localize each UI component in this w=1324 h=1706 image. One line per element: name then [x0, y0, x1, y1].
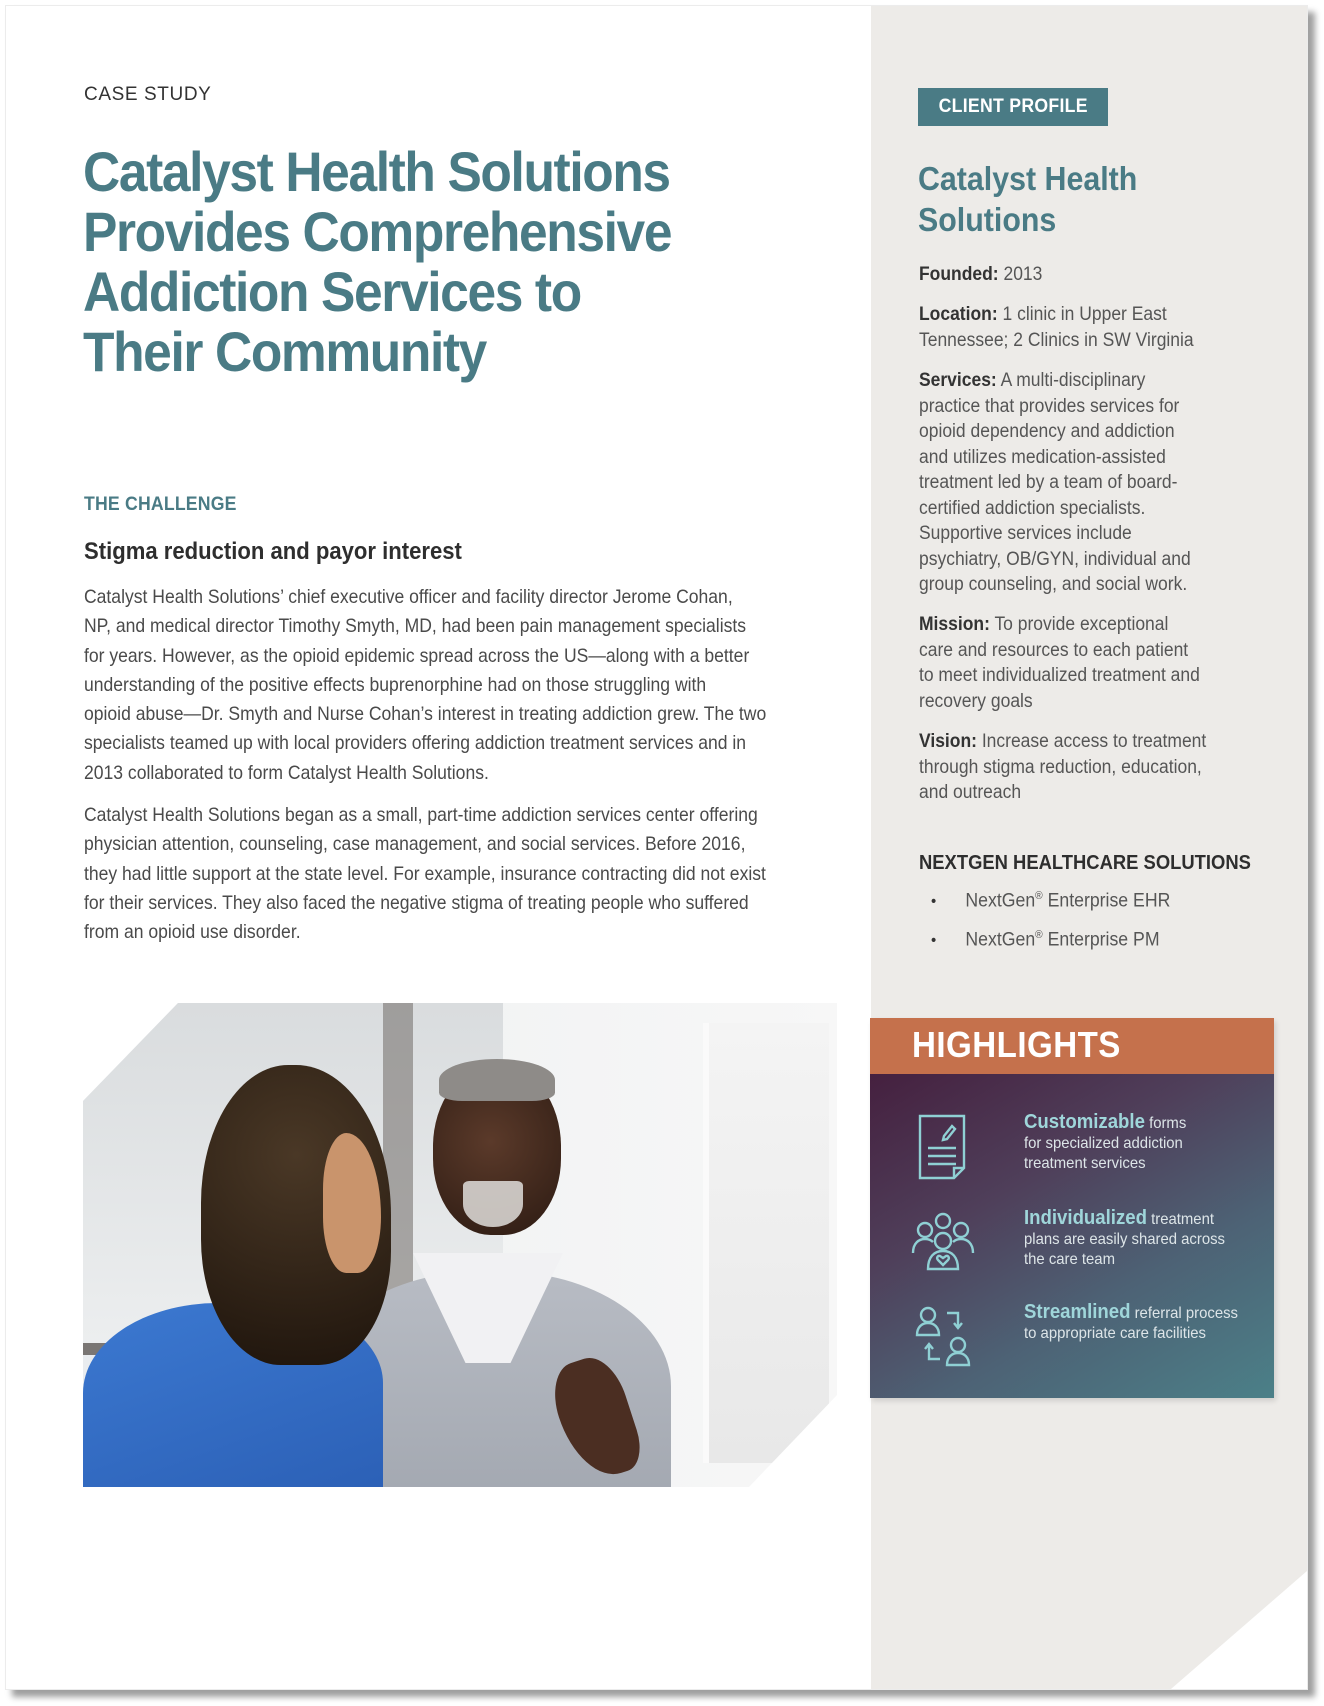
solution-item: [931, 890, 1170, 929]
text-line: 2013 collaborated to form Catalyst Health Solutions.: [84, 761, 489, 784]
title-line: Addiction Services to: [83, 260, 581, 323]
photo-shelf: [703, 1023, 829, 1463]
client-name-line: Solutions: [918, 201, 1057, 238]
client-profile-sidebar: [871, 6, 1307, 1689]
fact-vision: [919, 729, 1206, 806]
fact-value: Increase access to treatment: [976, 731, 1207, 752]
title-line: Catalyst Health Solutions: [83, 140, 670, 203]
text-line: Catalyst Health Solutions began as a small, part-time addiction services center offering: [84, 804, 758, 826]
fact-founded: [919, 262, 1042, 288]
highlight-item-individualized: [870, 1208, 1274, 1288]
highlight-text-line: referral process: [1130, 1305, 1238, 1322]
fact-label: Vision:: [919, 731, 977, 752]
highlight-text: [1024, 1208, 1225, 1270]
photo-man-beard: [463, 1181, 523, 1227]
text-line: for years. However, as the opioid epidemic spread across the US—along with a better: [84, 644, 750, 667]
title-line: Provides Comprehensive: [83, 200, 672, 263]
registered-mark: ®: [1035, 890, 1043, 902]
case-study-page: [5, 5, 1308, 1690]
fact-location: [919, 302, 1194, 353]
fact-label: Location:: [919, 304, 998, 325]
text-line: specialists teamed up with local providers offering addiction treatment services and in: [84, 732, 747, 755]
highlight-keyword: Streamlined: [1024, 1301, 1131, 1323]
solutions-list: [931, 890, 1188, 968]
highlight-text-line: for specialized addiction: [1024, 1135, 1183, 1152]
fact-value: 2013: [1003, 264, 1043, 285]
fact-value: To provide exceptional: [989, 614, 1169, 635]
highlight-text-line: the care team: [1024, 1251, 1115, 1268]
fact-value: and utilizes medication-assisted: [919, 446, 1166, 468]
solution-item: [931, 929, 1170, 968]
bullet-icon: •: [931, 932, 937, 949]
fact-mission: [919, 612, 1200, 714]
care-team-icon: [910, 1208, 976, 1276]
challenge-paragraph-1: [84, 583, 768, 788]
registered-mark: ®: [1035, 929, 1043, 941]
document-edit-icon: [914, 1112, 974, 1180]
fact-value: A multi-disciplinary: [996, 370, 1146, 391]
highlights-body: [870, 1074, 1274, 1398]
solutions-heading: NEXTGEN HEALTHCARE SOLUTIONS: [919, 852, 1251, 874]
fact-value: opioid dependency and addiction: [919, 421, 1175, 442]
text-line: NP, and medical director Timothy Smyth, MD, had been pain management specialists: [84, 615, 747, 638]
text-line: for their services. They also faced the negative stigma of treating people who suffered: [84, 891, 749, 914]
nurse-patient-photo: [83, 1003, 837, 1487]
highlights-title: HIGHLIGHTS: [912, 1024, 1121, 1065]
fact-label: Mission:: [919, 614, 990, 635]
fact-value: and outreach: [919, 782, 1022, 803]
solution-product: Enterprise EHR: [1042, 890, 1171, 912]
solution-brand: NextGen: [965, 929, 1036, 951]
title-line: Their Community: [83, 320, 486, 383]
badge-label: CLIENT PROFILE: [938, 96, 1088, 117]
fact-value: treatment led by a team of board-: [919, 472, 1178, 493]
client-name: [918, 158, 1137, 240]
fact-value: 1 clinic in Upper East: [997, 304, 1167, 325]
fact-value: through stigma reduction, education,: [919, 756, 1202, 778]
text-line: from an opioid use disorder.: [84, 921, 301, 944]
text-line: opioid abuse—Dr. Smyth and Nurse Cohan’s interest in treating addiction grew. The two: [84, 703, 767, 726]
highlight-text-line: treatment services: [1024, 1155, 1146, 1172]
fact-value: to meet individualized treatment and: [919, 665, 1200, 686]
fact-value: care and resources to each patient: [919, 639, 1189, 661]
highlight-text-line: to appropriate care facilities: [1024, 1325, 1206, 1342]
highlight-text: [1024, 1112, 1186, 1174]
highlight-item-customizable: [870, 1112, 1274, 1192]
challenge-subheading: Stigma reduction and payor interest: [84, 538, 462, 565]
fact-value: group counseling, and social work.: [919, 574, 1188, 595]
fact-value: recovery goals: [919, 690, 1033, 712]
solution-brand: NextGen: [965, 890, 1036, 912]
fact-value: practice that provides services for: [919, 395, 1180, 417]
highlight-keyword: Individualized: [1024, 1207, 1147, 1229]
case-study-label: CASE STUDY: [84, 84, 212, 105]
fact-value: certified addiction specialists.: [919, 497, 1146, 519]
fact-services: [919, 368, 1191, 598]
client-name-line: Catalyst Health: [918, 160, 1138, 197]
solution-product: Enterprise PM: [1042, 929, 1160, 951]
highlights-header: [870, 1018, 1274, 1074]
highlights-panel: [870, 1018, 1274, 1398]
highlight-keyword: Customizable: [1024, 1111, 1145, 1133]
highlight-text-line: forms: [1144, 1115, 1187, 1132]
text-line: Catalyst Health Solutions’ chief executive officer and facility director Jerome Cohan,: [84, 586, 733, 608]
highlight-item-streamlined: [870, 1302, 1274, 1382]
page-title: [83, 142, 782, 382]
fact-label: Services:: [919, 370, 997, 391]
client-profile-badge: [918, 88, 1108, 126]
challenge-paragraph-2: [84, 801, 768, 947]
challenge-section-label: THE CHALLENGE: [84, 494, 237, 515]
fact-label: Founded:: [919, 264, 999, 285]
referral-exchange-icon: [914, 1302, 974, 1370]
photo-man-hair: [439, 1059, 555, 1101]
highlight-text-line: treatment: [1146, 1211, 1214, 1228]
highlight-text-line: plans are easily shared across: [1024, 1231, 1225, 1248]
text-line: physician attention, counseling, case management, and social services. Before 2016,: [84, 833, 746, 856]
highlight-text: [1024, 1302, 1238, 1344]
text-line: understanding of the positive effects buprenorphine had on those struggling with: [84, 673, 707, 696]
bullet-icon: •: [931, 893, 937, 910]
fact-value: Supportive services include: [919, 523, 1132, 544]
fact-value: psychiatry, OB/GYN, individual and: [919, 548, 1191, 570]
fact-value: Tennessee; 2 Clinics in SW Virginia: [919, 329, 1194, 351]
text-line: they had little support at the state level. For example, insurance contracting did not exist: [84, 862, 766, 885]
